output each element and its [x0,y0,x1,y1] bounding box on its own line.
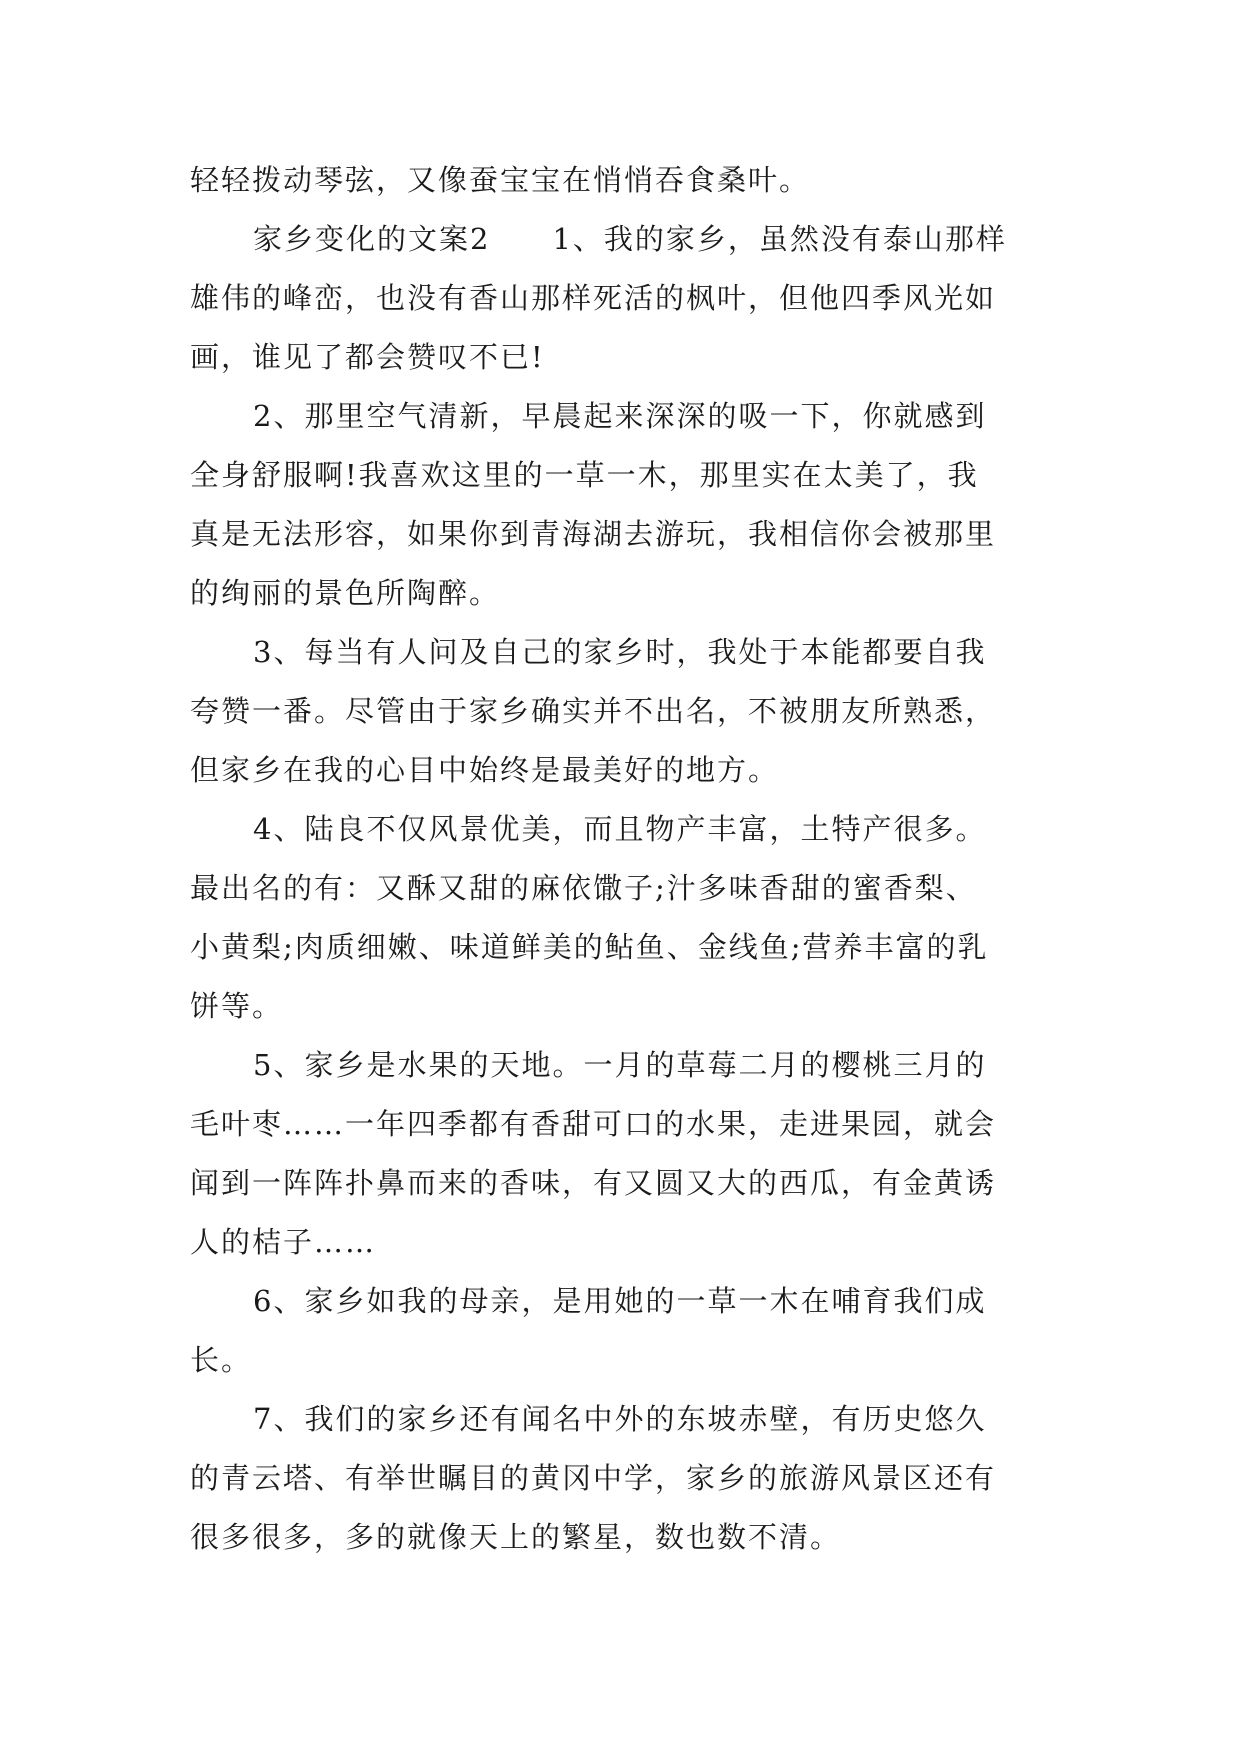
text-line-8: 的绚丽的景色所陶醉。 [190,576,501,610]
paragraph-7-start: 7、我们的家乡还有闻名中外的东坡赤壁，有历史悠久 [253,1402,987,1436]
paragraph-5-start: 5、家乡是水果的天地。一月的草莓二月的樱桃三月的 [253,1048,987,1082]
text-line-10: 夸赞一番。尽管由于家乡确实并不出名，不被朋友所熟悉， [190,694,997,728]
text-line-23: 的青云塔、有举世瞩目的黄冈中学，家乡的旅游风景区还有 [190,1461,997,1495]
text-line-19: 人的桔子…… [190,1225,377,1259]
text-line-3: 雄伟的峰峦，也没有香山那样死活的枫叶，但他四季风光如 [190,281,997,315]
document-body [190,151,1070,1567]
text-line-13: 最出名的有：又酥又甜的麻依馓子;汁多味香甜的蜜香梨、 [190,871,977,905]
text-line-18: 闻到一阵阵扑鼻而来的香味，有又圆又大的西瓜，有金黄诱 [190,1166,997,1200]
paragraph-2-start: 2、那里空气清新，早晨起来深深的吸一下，你就感到 [253,399,987,433]
text-line-14: 小黄梨;肉质细嫩、味道鲜美的鲇鱼、金线鱼;营养丰富的乳 [190,930,989,964]
paragraph-3-start: 3、每当有人问及自己的家乡时，我处于本能都要自我 [253,635,987,669]
text-line-17: 毛叶枣……一年四季都有香甜可口的水果，走进果园，就会 [190,1107,997,1141]
paragraph-4-start: 4、陆良不仅风景优美，而且物产丰富，土特产很多。 [253,812,987,846]
text-line-4: 画，谁见了都会赞叹不已! [190,340,545,374]
paragraph-heading-line: 家乡变化的文案2 1、我的家乡，虽然没有泰山那样 [253,222,1007,256]
text-line-7: 真是无法形容，如果你到青海湖去游玩，我相信你会被那里 [190,517,997,551]
text-line-6: 全身舒服啊!我喜欢这里的一草一木，那里实在太美了，我 [190,458,979,492]
paragraph-6-start: 6、家乡如我的母亲，是用她的一草一木在哺育我们成 [253,1284,987,1318]
text-line-21: 长。 [190,1343,253,1377]
text-line-1: 轻轻拨动琴弦，又像蚕宝宝在悄悄吞食桑叶。 [190,163,811,197]
text-line-15: 饼等。 [190,989,284,1023]
text-line-24: 很多很多，多的就像天上的繁星，数也数不清。 [190,1520,842,1554]
text-line-11: 但家乡在我的心目中始终是最美好的地方。 [190,753,780,787]
